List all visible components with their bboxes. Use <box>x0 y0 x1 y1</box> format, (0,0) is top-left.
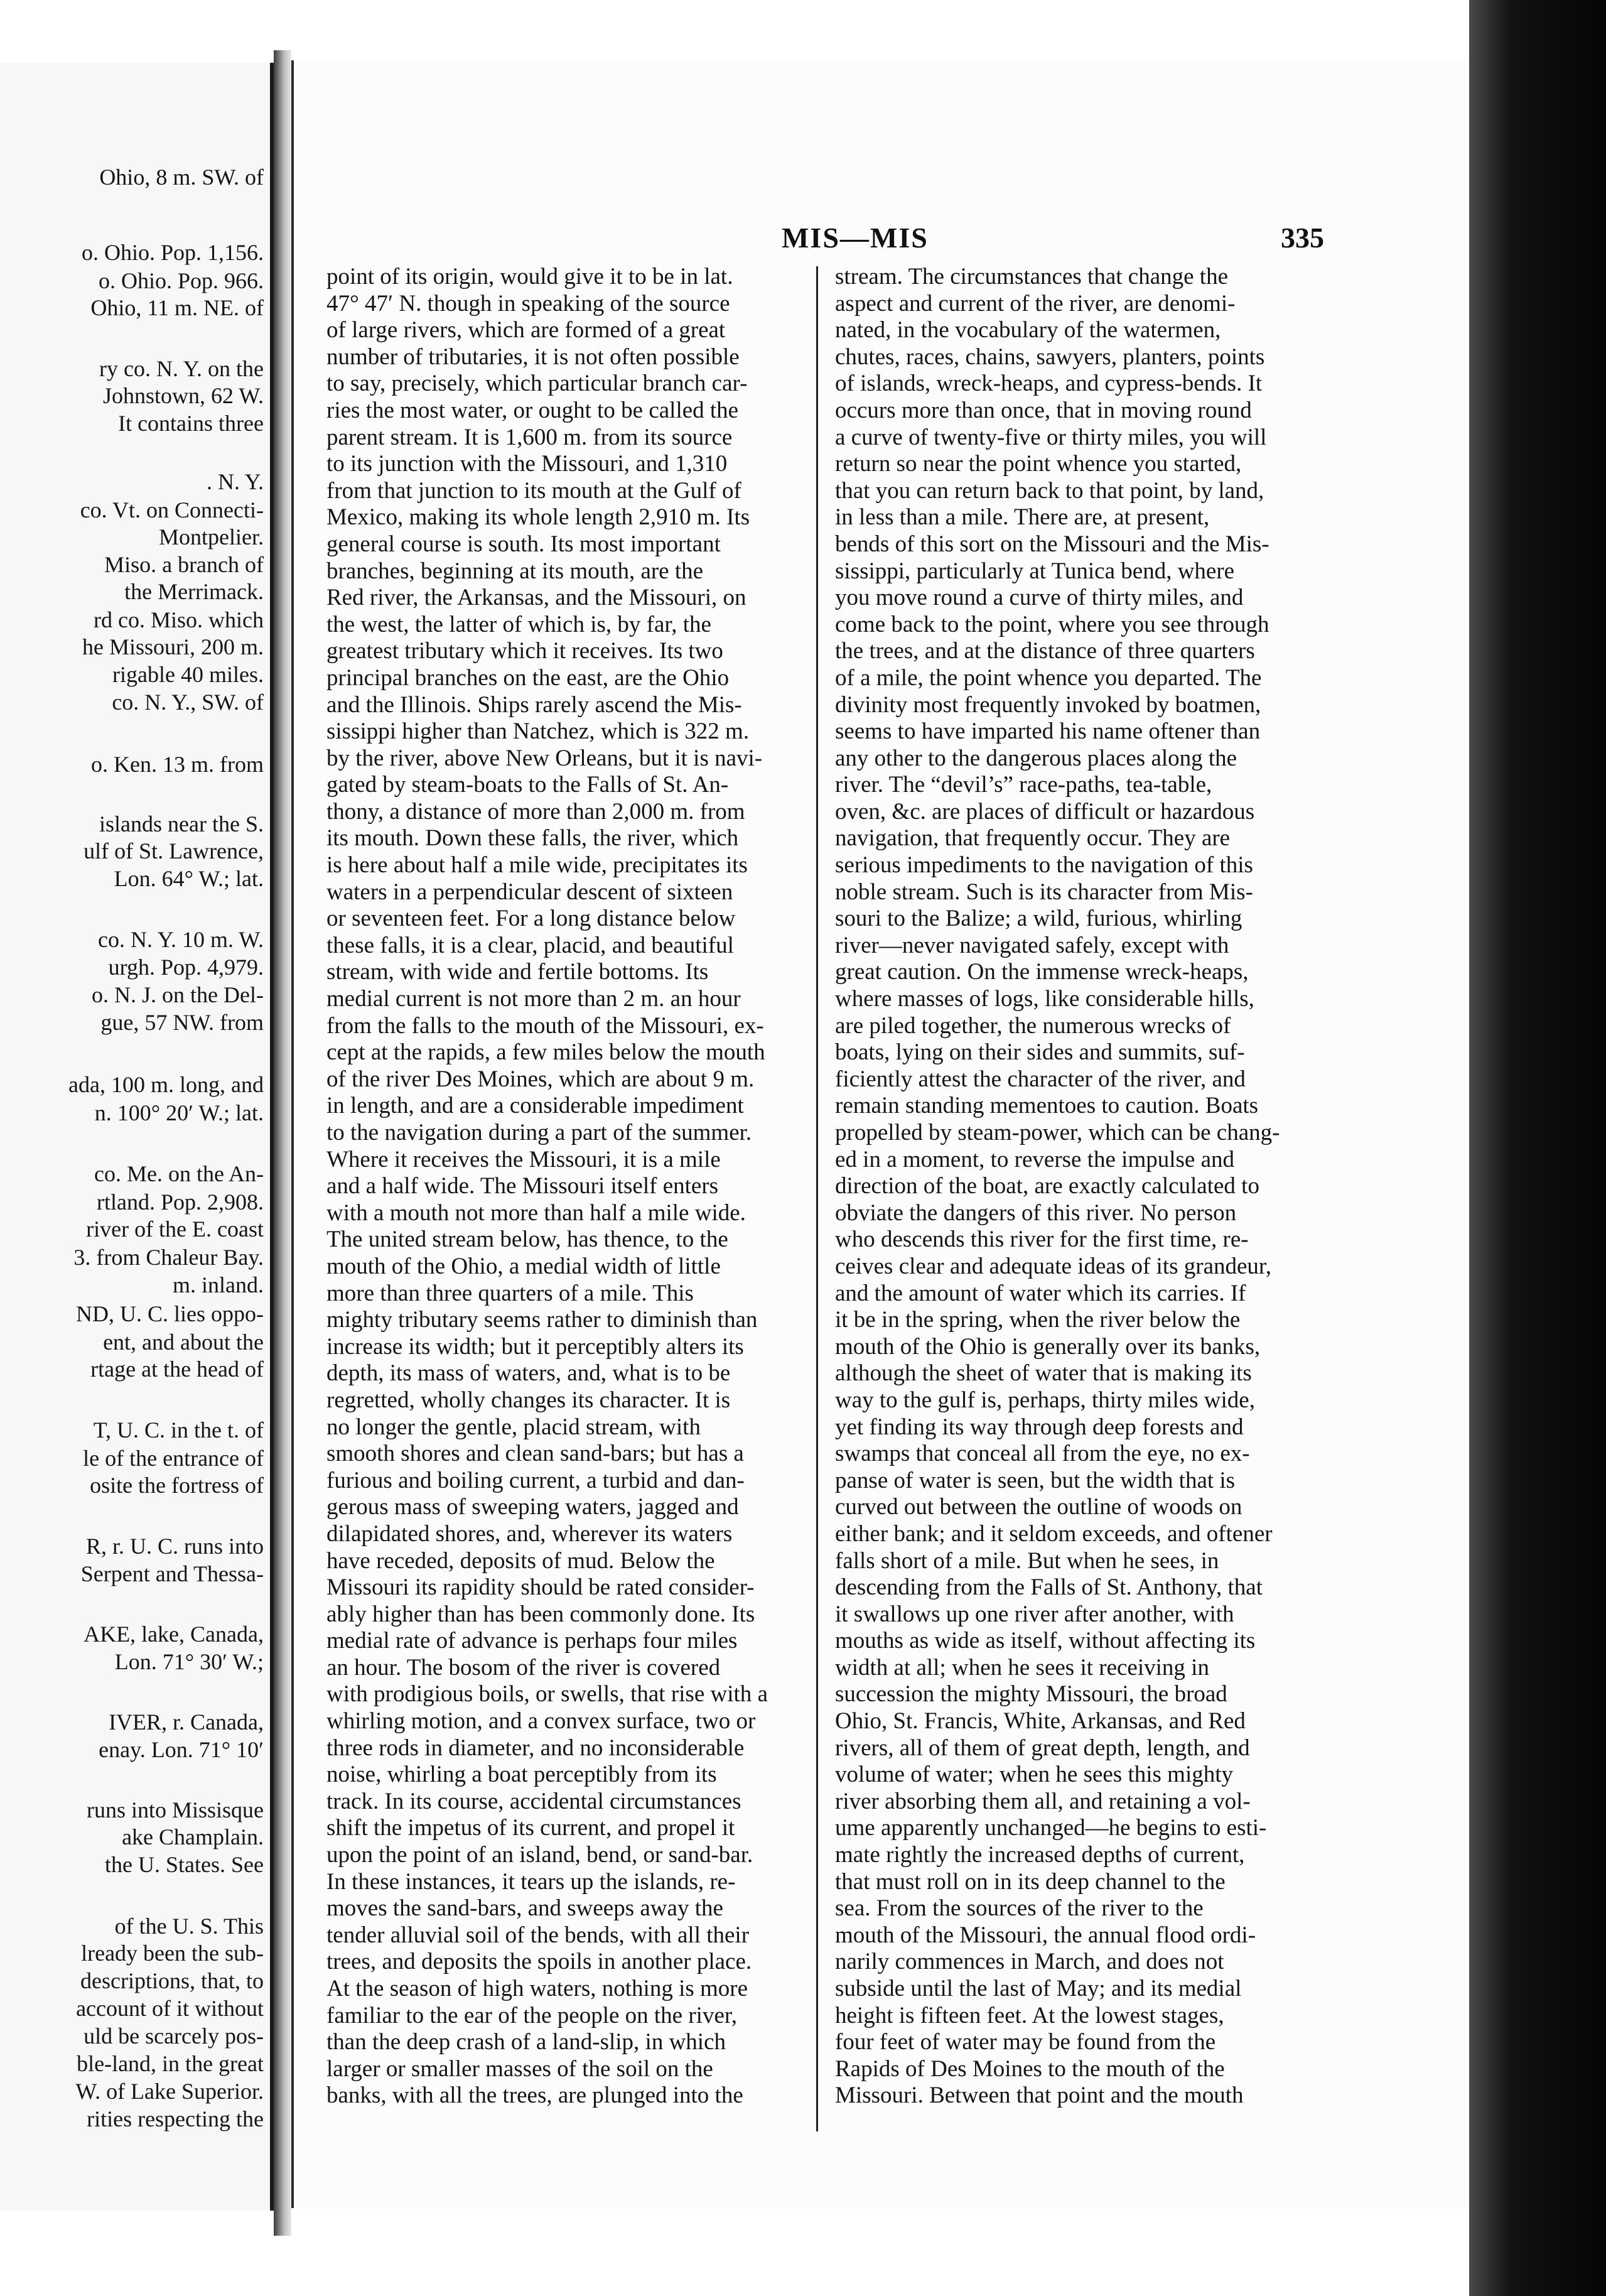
text-line: waters in a perpendicular descent of sixteen <box>326 879 733 905</box>
text-line: river—never navigated safely, except with <box>835 932 1229 958</box>
text-line: it swallows up one river after another, with <box>835 1601 1234 1627</box>
text-line: propelled by steam-power, which can be chang- <box>835 1120 1280 1145</box>
left-page-text-fragment: account of it without <box>76 1996 264 2021</box>
text-line: ume apparently unchanged—he begins to esti- <box>835 1815 1267 1841</box>
text-line: narily commences in March, and does not <box>835 1949 1224 1975</box>
text-line: yet finding its way through deep forests and <box>835 1414 1244 1440</box>
left-page-text-fragment: rities respecting the <box>87 2106 264 2131</box>
text-line: banks, with all the trees, are plunged into the <box>326 2082 743 2109</box>
text-line: serious impediments to the navigation of this <box>835 852 1253 879</box>
left-page-text-fragment: R, r. U. C. runs into <box>85 1534 264 1559</box>
text-line: you move round a curve of thirty miles, and <box>835 585 1244 611</box>
text-line: falls short of a mile. But when he sees, in <box>835 1547 1219 1574</box>
text-line: ed in a moment, to reverse the impulse and <box>835 1146 1235 1172</box>
left-page-text-fragment: co. Vt. on Connecti- <box>80 497 264 523</box>
text-line: upon the point of an island, bend, or sand-bar. <box>326 1842 753 1868</box>
text-line: with prodigious boils, or swells, that rise with a <box>326 1681 768 1708</box>
text-line: navigation, that frequently occur. They are <box>835 825 1231 852</box>
text-line: volume of water; when he sees this mighty <box>835 1762 1234 1788</box>
text-line: although the sheet of water that is making its <box>835 1360 1252 1387</box>
text-line: In these instances, it tears up the islands, re- <box>326 1868 736 1895</box>
text-line: medial current is not more than 2 m. an hour <box>326 986 741 1012</box>
left-page-text-fragment: o. Ohio. Pop. 966. <box>98 268 264 293</box>
text-line: stream, with wide and fertile bottoms. Its <box>326 959 709 985</box>
text-line: Ohio, St. Francis, White, Arkansas, and Red <box>835 1708 1246 1735</box>
text-line: width at all; when he sees it receiving in <box>835 1654 1209 1681</box>
text-line: At the season of high waters, nothing is more <box>326 1976 748 2001</box>
text-line: parent stream. It is 1,600 m. from its source <box>326 424 733 450</box>
left-page-text-fragment: rtage at the head of <box>90 1356 264 1382</box>
text-line: Mexico, making its whole length 2,910 m. Its <box>326 504 750 531</box>
left-page-text-fragment: m. inland. <box>173 1272 264 1297</box>
left-page-text-fragment: W. of Lake Superior. <box>75 2079 264 2104</box>
text-line: occurs more than once, that in moving round <box>835 397 1252 423</box>
text-line: in less than a mile. There are, at present, <box>835 504 1210 531</box>
text-line: chutes, races, chains, sawyers, planters, points <box>835 344 1265 370</box>
text-line: aspect and current of the river, are denomi- <box>835 290 1236 317</box>
text-line: where masses of logs, like considerable hills, <box>835 986 1254 1012</box>
text-line: 47° 47′ N. though in speaking of the source <box>326 290 730 317</box>
text-line: to say, precisely, which particular branch car- <box>326 371 748 397</box>
text-line: rivers, all of them of great depth, length, and <box>835 1735 1250 1761</box>
left-page-text-fragment: urgh. Pop. 4,979. <box>108 955 264 980</box>
text-line: the west, the latter of which is, by far, the <box>326 611 711 637</box>
text-line: whirling motion, and a convex surface, two or <box>326 1708 756 1735</box>
text-line: have receded, deposits of mud. Below the <box>326 1547 715 1574</box>
text-line: medial rate of advance is perhaps four miles <box>326 1628 738 1654</box>
text-line: ceives clear and adequate ideas of its grandeur, <box>835 1253 1272 1279</box>
text-line: three rods in diameter, and no inconsiderable <box>326 1735 745 1761</box>
left-page-text-fragment: T, U. C. in the t. of <box>93 1417 264 1443</box>
text-line: that you can return back to that point, by land, <box>835 477 1264 504</box>
left-page-text-fragment: n. 100° 20′ W.; lat. <box>94 1100 264 1125</box>
text-line: to the navigation during a part of the summer. <box>326 1120 752 1145</box>
text-line: these falls, it is a clear, placid, and beautiful <box>326 932 734 958</box>
text-line: noble stream. Such is its character from Mis- <box>835 879 1253 905</box>
left-page-text-fragment: co. Me. on the An- <box>94 1161 264 1186</box>
text-line: Rapids of Des Moines to the mouth of the <box>835 2055 1225 2082</box>
text-line: of a mile, the point whence you departed. The <box>835 664 1262 691</box>
left-page-text-fragment: AKE, lake, Canada, <box>84 1622 264 1647</box>
left-page-text-fragment: . N. Y. <box>206 469 264 494</box>
text-line: Missouri. Between that point and the mouth <box>835 2082 1244 2109</box>
text-line: swamps that conceal all from the eye, no ex- <box>835 1441 1250 1467</box>
text-line: either bank; and it seldom exceeds, and oftener <box>835 1520 1273 1547</box>
text-line: mouth of the Missouri, the annual flood ordi- <box>835 1922 1256 1948</box>
text-line: return so near the point whence you started, <box>835 451 1242 477</box>
text-line: its mouth. Down these falls, the river, which <box>326 825 739 852</box>
text-line: general course is south. Its most important <box>326 531 721 557</box>
column-rule <box>816 266 818 2131</box>
text-line: more than three quarters of a mile. This <box>326 1280 694 1306</box>
text-line: ficiently attest the character of the river, and <box>835 1066 1246 1092</box>
text-line: point of its origin, would give it to be in lat. <box>326 264 733 290</box>
text-line: the trees, and at the distance of three quarters <box>835 638 1255 664</box>
left-page-text-fragment: rigable 40 miles. <box>112 662 264 687</box>
left-page-text-fragment: descriptions, that, to <box>80 1968 264 1993</box>
text-line: familiar to the ear of the people on the river, <box>326 2002 737 2028</box>
text-line: come back to the point, where you see through <box>835 611 1269 637</box>
text-line: thony, a distance of more than 2,000 m. from <box>326 798 745 825</box>
text-line: branches, beginning at its mouth, are the <box>326 558 704 584</box>
left-page-text-fragment: he Missouri, 200 m. <box>82 634 264 659</box>
text-line: from that junction to its mouth at the Gulf of <box>326 477 741 504</box>
left-page-text-fragment: Montpelier. <box>159 524 264 550</box>
text-line: an hour. The bosom of the river is covered <box>326 1654 721 1681</box>
text-line: mighty tributary seems rather to diminish than <box>326 1307 758 1333</box>
left-page-text-fragment: co. N. Y., SW. of <box>112 690 264 715</box>
text-line: remain standing mementoes to caution. Boats <box>835 1093 1259 1119</box>
left-page-text-fragment: ND, U. C. lies oppo- <box>76 1301 264 1326</box>
text-line: mouth of the Ohio, a medial width of little <box>326 1253 721 1279</box>
text-line: and the amount of water which its carries. If <box>835 1280 1246 1306</box>
left-page-text-fragment: ada, 100 m. long, and <box>68 1072 264 1097</box>
left-page-text-fragment: IVER, r. Canada, <box>109 1709 264 1735</box>
text-line: of large rivers, which are formed of a great <box>326 317 726 344</box>
left-page-text-fragment: Lon. 71° 30′ W.; <box>114 1649 264 1674</box>
text-line: trees, and deposits the spoils in another place. <box>326 1949 752 1975</box>
left-page-text-fragment: Miso. a branch of <box>104 552 264 577</box>
left-page-text-fragment: rtland. Pop. 2,908. <box>97 1189 264 1215</box>
left-page-text-fragment: It contains three <box>118 411 264 436</box>
left-page-text-fragment: river of the E. coast <box>86 1216 264 1242</box>
left-page-text-fragment: o. N. J. on the Del- <box>92 982 264 1007</box>
text-line: is here about half a mile wide, precipitates its <box>326 852 748 879</box>
left-page-text-fragment: ry co. N. Y. on the <box>99 356 264 381</box>
text-line: from the falls to the mouth of the Missouri, ex- <box>326 1012 764 1039</box>
text-line: mate rightly the increased depths of current, <box>835 1842 1245 1868</box>
text-line: mouths as wide as itself, without affecting its <box>835 1628 1256 1654</box>
text-column-left <box>326 264 804 2148</box>
text-line: Where it receives the Missouri, it is a mile <box>326 1146 721 1172</box>
text-line: to its junction with the Missouri, and 1,310 <box>326 451 728 477</box>
left-page-text-fragment: o. Ohio. Pop. 1,156. <box>81 240 264 265</box>
text-line: tender alluvial soil of the bends, with all their <box>326 1922 750 1948</box>
text-line: smooth shores and clean sand-bars; but has a <box>326 1441 744 1467</box>
text-line: oven, &c. are places of difficult or hazardous <box>835 798 1255 825</box>
text-line: souri to the Balize; a wild, furious, whirling <box>835 906 1242 932</box>
text-line: in length, and are a considerable impediment <box>326 1093 744 1119</box>
text-line: stream. The circumstances that change the <box>835 264 1229 290</box>
left-page-text-fragment: the Merrimack. <box>124 579 264 604</box>
left-page-text-fragment: enay. Lon. 71° 10′ <box>99 1737 264 1762</box>
text-line: with a mouth not more than half a mile wide. <box>326 1199 746 1226</box>
left-page-text-fragment: Ohio, 8 m. SW. of <box>99 165 264 190</box>
text-line: than the deep crash of a land-slip, in which <box>326 2029 726 2055</box>
text-line: number of tributaries, it is not often possible <box>326 344 740 370</box>
text-line: larger or smaller masses of the soil on the <box>326 2055 713 2082</box>
book-gutter <box>274 50 291 2236</box>
text-line: and a half wide. The Missouri itself enters <box>326 1173 719 1199</box>
text-line: obviate the dangers of this river. No person <box>835 1199 1237 1226</box>
text-line: descending from the Falls of St. Anthony, that <box>835 1574 1263 1601</box>
text-line: a curve of twenty-five or thirty miles, you will <box>835 424 1267 450</box>
left-page-text-fragment: Johnstown, 62 W. <box>102 383 264 408</box>
text-line: shift the impetus of its current, and propel it <box>326 1815 735 1841</box>
text-line: river absorbing them all, and retaining a vol- <box>835 1788 1251 1814</box>
text-line: great caution. On the immense wreck-heaps, <box>835 959 1249 985</box>
left-page-text-fragment: o. Ken. 13 m. from <box>91 752 264 777</box>
left-page-text-fragment: Serpent and Thessa- <box>80 1561 264 1586</box>
text-line: river. The “devil’s” race-paths, tea-table, <box>835 772 1212 798</box>
text-line: way to the gulf is, perhaps, thirty miles wide, <box>835 1387 1255 1413</box>
text-line: height is fifteen feet. At the lowest stages, <box>835 2002 1224 2028</box>
page-number: 335 <box>1281 222 1324 254</box>
text-line: subside until the last of May; and its medial <box>835 1976 1242 2001</box>
text-line: are piled together, the numerous wrecks of <box>835 1012 1231 1039</box>
text-line: dilapidated shores, and, wherever its waters <box>326 1520 733 1547</box>
text-line: bends of this sort on the Missouri and the Mis- <box>835 531 1269 557</box>
scan-dark-edge <box>1469 0 1606 2296</box>
text-line: gated by steam-boats to the Falls of St. An- <box>326 772 729 798</box>
left-page-text-fragment: ent, and about the <box>103 1329 264 1355</box>
text-line: or seventeen feet. For a long distance below <box>326 906 736 932</box>
text-line: and the Illinois. Ships rarely ascend the Mis- <box>326 691 742 718</box>
text-line: direction of the boat, are exactly calculated to <box>835 1173 1259 1199</box>
left-page-fragment <box>0 63 274 2211</box>
text-line: ries the most water, or ought to be called the <box>326 397 739 423</box>
text-line: divinity most frequently invoked by boatmen, <box>835 691 1261 718</box>
text-line: by the river, above New Orleans, but it is navi- <box>326 745 763 771</box>
text-line: cept at the rapids, a few miles below the mouth <box>326 1039 765 1066</box>
left-page-text-fragment: gue, 57 NW. from <box>100 1010 264 1035</box>
text-line: increase its width; but it perceptibly alters its <box>326 1333 744 1360</box>
text-line: any other to the dangerous places along the <box>835 745 1237 771</box>
text-line: furious and boiling current, a turbid and dan- <box>326 1467 745 1493</box>
text-line: no longer the gentle, placid stream, with <box>326 1414 701 1440</box>
text-line: panse of water is seen, but the width that is <box>835 1467 1236 1493</box>
left-page-text-fragment: ake Champlain. <box>122 1824 264 1849</box>
left-page-text-fragment: ulf of St. Lawrence, <box>84 838 264 864</box>
left-page-text-fragment: Ohio, 11 m. NE. of <box>90 295 264 320</box>
text-line: Missouri its rapidity should be rated consider- <box>326 1574 755 1601</box>
text-line: who descends this river for the first time, re- <box>835 1227 1249 1253</box>
left-page-text-fragment: islands near the S. <box>99 811 264 837</box>
text-line: of the river Des Moines, which are about 9 m. <box>326 1066 755 1092</box>
left-page-text-fragment: ble-land, in the great <box>77 2051 264 2076</box>
text-line: moves the sand-bars, and sweeps away the <box>326 1895 723 1922</box>
text-line: that must roll on in its deep channel to the <box>835 1868 1226 1895</box>
text-line: it be in the spring, when the river below the <box>835 1307 1241 1333</box>
text-line: boats, lying on their sides and summits, suf- <box>835 1039 1245 1066</box>
text-line: principal branches on the east, are the Ohio <box>326 664 730 691</box>
text-line: seems to have imparted his name oftener than <box>835 718 1261 745</box>
left-page-text-fragment: co. N. Y. 10 m. W. <box>97 927 264 952</box>
text-line: Red river, the Arkansas, and the Missouri, on <box>326 585 746 611</box>
text-line: track. In its course, accidental circumstances <box>326 1788 741 1814</box>
text-line: sissippi higher than Natchez, which is 322 m. <box>326 718 750 745</box>
text-line: ably higher than has been commonly done. Its <box>326 1601 755 1627</box>
text-line: The united stream below, has thence, to the <box>326 1227 728 1253</box>
text-line: of islands, wreck-heaps, and cypress-bends. It <box>835 371 1263 397</box>
text-line: greatest tributary which it receives. Its two <box>326 638 723 664</box>
left-page-text-fragment: le of the entrance of <box>83 1446 264 1471</box>
text-line: nated, in the vocabulary of the watermen, <box>835 317 1221 344</box>
left-page-text-fragment: lready been the sub- <box>81 1941 264 1966</box>
left-page-text-fragment: uld be scarcely pos- <box>84 2023 264 2049</box>
text-line: regretted, wholly changes its character. It is <box>326 1387 731 1413</box>
text-line: sissippi, particularly at Tunica bend, where <box>835 558 1235 584</box>
text-line: sea. From the sources of the river to the <box>835 1895 1204 1922</box>
text-line: noise, whirling a boat perceptibly from its <box>326 1762 717 1788</box>
left-page-text-fragment: 3. from Chaleur Bay. <box>73 1245 264 1270</box>
left-page-text-fragment: of the U. S. This <box>114 1914 264 1939</box>
running-head: MIS—MIS <box>782 222 929 254</box>
text-line: succession the mighty Missouri, the broad <box>835 1681 1227 1708</box>
left-page-text-fragment: rd co. Miso. which <box>94 607 264 632</box>
text-column-right <box>835 264 1312 2148</box>
text-line: curved out between the outline of woods on <box>835 1494 1242 1520</box>
text-line: mouth of the Ohio is generally over its banks, <box>835 1333 1261 1360</box>
left-page-text-fragment: osite the fortress of <box>90 1473 264 1498</box>
left-page-text-fragment: the U. States. See <box>105 1852 264 1877</box>
text-line: depth, its mass of waters, and, what is to be <box>326 1360 731 1387</box>
left-page-text-fragment: runs into Missisque <box>86 1797 264 1822</box>
text-line: gerous mass of sweeping waters, jagged and <box>326 1494 739 1520</box>
left-page-text-fragment: Lon. 64° W.; lat. <box>114 866 264 891</box>
text-line: four feet of water may be found from the <box>835 2029 1216 2055</box>
